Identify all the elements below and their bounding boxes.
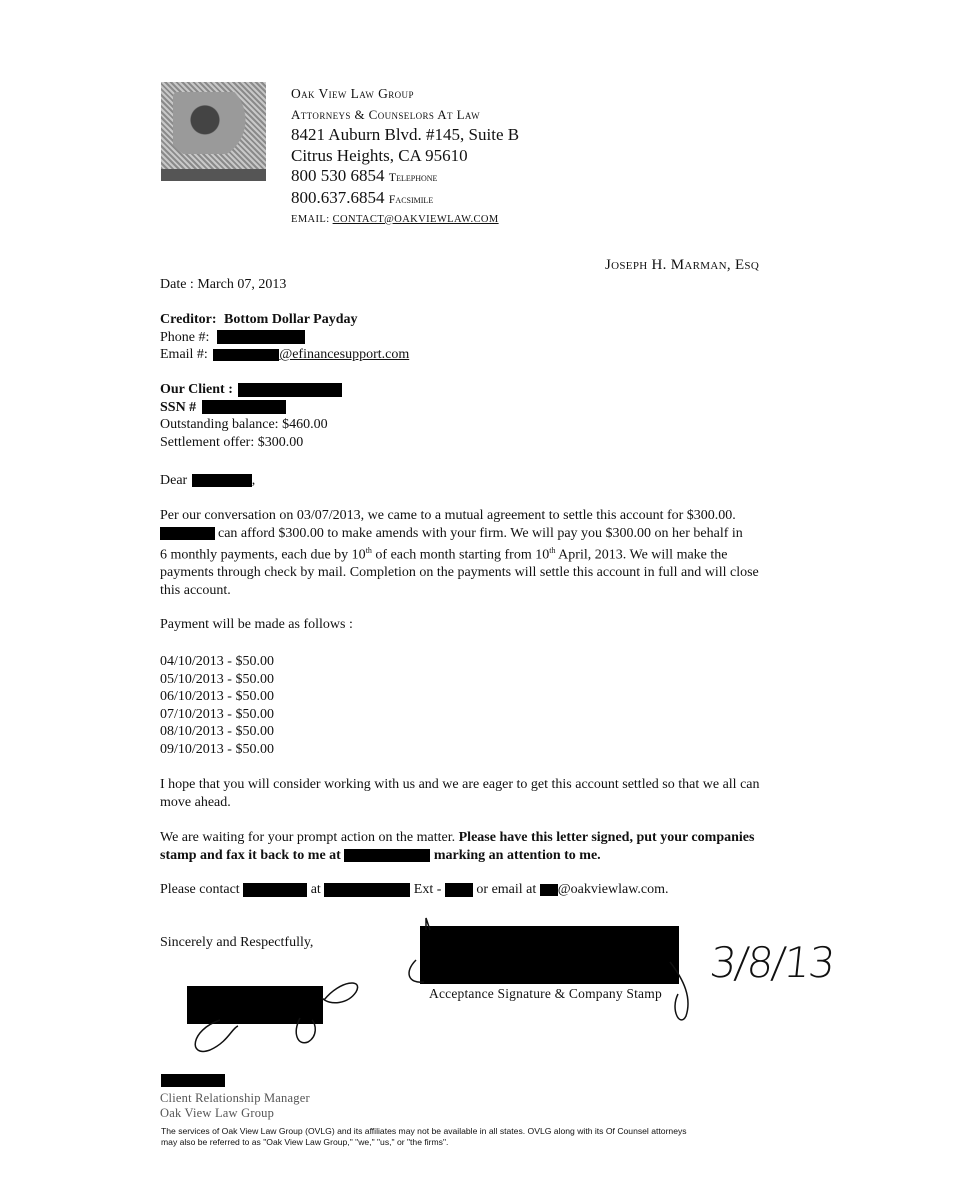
ssn-line	[160, 399, 342, 417]
signer-name-redaction	[161, 1074, 225, 1087]
paragraph-line: payments through check by mail. Completion on the payments will settle this account in full and will close	[160, 565, 759, 581]
redaction-bar	[238, 383, 342, 397]
creditor-email-domain: @efinancesupport.com	[279, 347, 410, 363]
payment-item: 04/10/2013 - $50.00	[160, 654, 274, 669]
contact-email-domain[interactable]: @oakviewlaw.com.	[557, 882, 669, 897]
signer-block	[160, 1091, 310, 1121]
paragraph-text: We are waiting for your prompt action on the matter.	[160, 830, 456, 845]
fax-number: 800.637.6854	[291, 187, 385, 207]
salutation-prefix: Dear	[160, 473, 188, 488]
handwritten-date: 3/8/13	[707, 938, 836, 987]
closing: Sincerely and Respectfully,	[160, 935, 314, 950]
paragraph-line: this account.	[160, 583, 231, 599]
superscript: th	[549, 546, 556, 556]
redaction-bar	[324, 883, 410, 897]
contact-at: at	[310, 882, 321, 897]
letterhead	[291, 84, 519, 230]
contact-ext-label: Ext -	[413, 882, 442, 897]
contact-prefix: Please contact	[160, 882, 240, 897]
paragraph-bold-text: Please have this letter signed, put your companies	[458, 830, 755, 845]
paragraph-line	[160, 847, 754, 865]
email-label: EMAIL:	[291, 213, 330, 225]
contact-line	[160, 881, 669, 899]
redaction-bar	[217, 330, 305, 344]
settlement-offer: Settlement offer: $300.00	[160, 434, 304, 450]
salutation-suffix: ,	[251, 473, 256, 488]
firm-logo-image	[161, 82, 266, 181]
superscript: th	[365, 546, 372, 556]
letter-date: Date : March 07, 2013	[160, 277, 287, 292]
outstanding-balance: Outstanding balance: $460.00	[160, 417, 328, 433]
paragraph-bold-text: marking an attention to me.	[433, 847, 601, 863]
acceptance-signature-scrawl	[400, 910, 720, 1030]
signer-firm: Oak View Law Group	[160, 1106, 275, 1120]
email-line	[291, 210, 519, 231]
firm-email-link[interactable]: CONTACT@OAKVIEWLAW.COM	[332, 213, 499, 225]
telephone-line	[291, 166, 519, 188]
contact-email-prefix: or email at	[476, 882, 537, 897]
redaction-bar	[160, 527, 215, 540]
salutation	[160, 472, 255, 490]
creditor-phone-line	[160, 329, 409, 347]
paragraph-line: move ahead.	[160, 794, 231, 810]
creditor-block	[160, 311, 409, 364]
paragraph-text: can afford $300.00 to make amends with your firm. We will pay you $300.00 on her behalf in	[218, 525, 743, 541]
creditor-email-line	[160, 346, 409, 364]
action-paragraph	[160, 829, 754, 864]
firm-name: Oak View Law Group	[291, 86, 414, 101]
paragraph-line: Per our conversation on 03/07/2013, we came to a mutual agreement to settle this account for $300.00.	[160, 508, 736, 523]
paragraph-line	[160, 829, 754, 847]
payment-item: 05/10/2013 - $50.00	[160, 671, 274, 687]
payment-intro: Payment will be made as follows :	[160, 617, 353, 632]
agreement-paragraph	[160, 507, 830, 600]
telephone-label: Telephone	[388, 170, 438, 185]
redaction-bar	[202, 400, 286, 414]
paragraph-text: of each month starting from 10	[371, 547, 550, 563]
firm-subtitle: Attorneys & Counselors At Law	[291, 106, 480, 122]
footer-disclaimer	[161, 1126, 821, 1148]
paragraph-text: April, 2013. We will make the	[555, 547, 728, 563]
creditor-line	[160, 311, 409, 329]
address-line-1: 8421 Auburn Blvd. #145, Suite B	[291, 125, 520, 145]
paragraph-line: I hope that you will consider working with us and we are eager to get this account settled so that we all can	[160, 777, 760, 792]
paragraph-line	[160, 525, 830, 543]
payment-item: 07/10/2013 - $50.00	[160, 706, 274, 722]
ssn-label: SSN #	[160, 399, 197, 415]
disclaimer-line: may also be referred to as "Oak View Law Group," "we," "us," or "the firms".	[161, 1137, 449, 1147]
acceptance-label: Acceptance Signature & Company Stamp	[429, 986, 662, 1001]
hope-paragraph	[160, 776, 760, 811]
attorney-name: Joseph H. Marman, Esq	[605, 257, 760, 273]
payment-schedule	[160, 653, 274, 759]
payment-item: 08/10/2013 - $50.00	[160, 724, 274, 740]
fax-line	[291, 188, 519, 210]
payment-item: 09/10/2013 - $50.00	[160, 741, 274, 757]
redaction-bar	[540, 884, 558, 896]
redaction-bar	[445, 883, 473, 897]
client-block	[160, 381, 342, 451]
client-label: Our Client :	[160, 382, 233, 397]
fax-label: Facsimile	[388, 191, 434, 206]
address-line-2: Citrus Heights, CA 95610	[291, 145, 468, 165]
creditor-label: Creditor:	[160, 312, 217, 327]
redaction-bar	[192, 474, 252, 487]
sender-signature-scrawl	[180, 970, 370, 1060]
paragraph-bold-text: stamp and fax it back to me at	[160, 847, 341, 863]
creditor-phone-label: Phone #:	[160, 329, 210, 345]
client-line	[160, 381, 342, 399]
signer-title: Client Relationship Manager	[160, 1091, 310, 1105]
redaction-bar	[344, 849, 430, 862]
redaction-bar	[213, 349, 279, 361]
disclaimer-line: The services of Oak View Law Group (OVLG) and its affiliates may not be available in all states. OVLG along with its Of Counsel attorneys	[161, 1126, 687, 1136]
creditor-email-label: Email #:	[160, 347, 208, 363]
redaction-bar	[243, 883, 307, 897]
telephone-number: 800 530 6854	[291, 166, 385, 186]
paragraph-line	[160, 542, 830, 564]
payment-item: 06/10/2013 - $50.00	[160, 689, 274, 705]
paragraph-text: 6 monthly payments, each due by 10	[160, 547, 366, 563]
creditor-name: Bottom Dollar Payday	[224, 312, 358, 327]
